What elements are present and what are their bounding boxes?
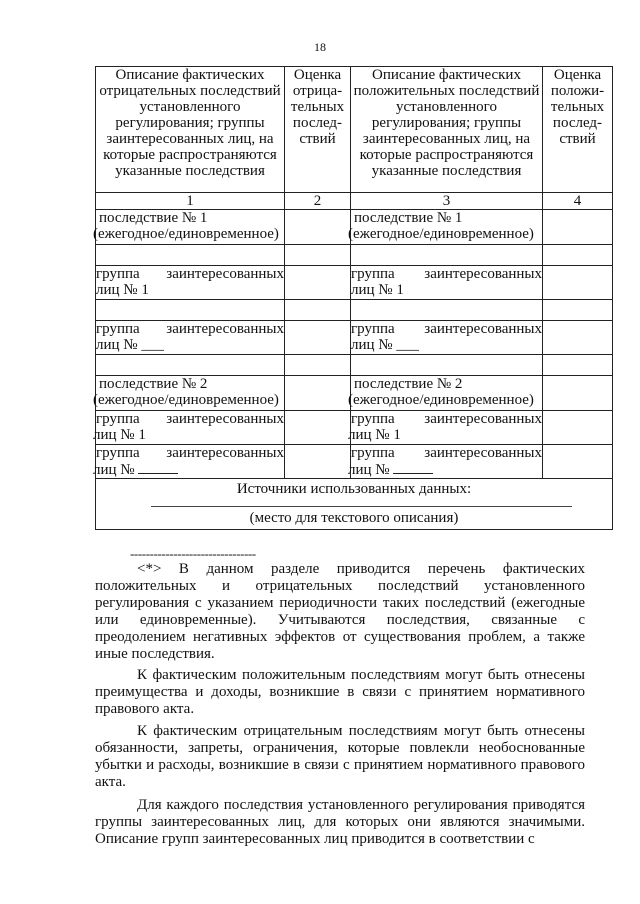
footnote-paragraph: <*> В данном разделе приводится перечень фактических положительных и отрицательных последствий установленного регулирования с указанием периодичности таких последствий (ежегодные или единовременные). Учитываются последствия, связанные с преодолением негативных эффектов от существования проблем, а также иные последствия. (95, 561, 585, 662)
consequence-type: (ежегодное/единовременное) (93, 226, 279, 242)
table-header-row (96, 67, 613, 193)
consequence-title: последствие № 2 (354, 376, 463, 392)
sources-row (96, 479, 613, 530)
column-number: 4 (543, 193, 613, 210)
consequence-cell (93, 376, 285, 411)
consequence-title: последствие № 1 (99, 210, 208, 226)
group-cell: группа заинтересованных лиц № 1 (96, 266, 284, 298)
table-row (96, 376, 613, 411)
spacer-row (96, 245, 613, 266)
text-line (151, 506, 572, 507)
consequences-table (95, 66, 613, 530)
group-cell: группа заинтересованных лиц № 1 (93, 411, 284, 443)
group-cell: группа заинтересованных лиц № (93, 445, 284, 478)
header-positive-description: Описание фактических положительных последствий установленного регулирования; группы заинтересованных лиц, на которые распространяются указанные последствия (351, 67, 543, 193)
sources-caption: (место для текстового описания) (249, 510, 459, 526)
consequence-type: (ежегодное/единовременное) (93, 392, 279, 408)
consequence-cell (348, 210, 543, 245)
spacer-row (96, 355, 613, 376)
paragraph: Для каждого последствия установленного регулирования приводятся группы заинтересованных лиц, для которых они являются значимыми. Описание групп заинтересованных лиц приводится в соответствии с (95, 797, 585, 847)
paragraph: К фактическим отрицательным последствиям могут быть отнесены обязанности, запреты, ограничения, которые повлекли необоснованные убытки и расходы, возникшие в связи с принятием нормативного правового акта. (95, 723, 585, 790)
paragraph: К фактическим положительным последствиям могут быть отнесены преимущества и доходы, возникшие в связи с принятием нормативного правового акта. (95, 667, 585, 717)
column-number: 3 (351, 193, 543, 210)
column-number: 2 (285, 193, 351, 210)
table-row (96, 266, 613, 300)
spacer-row (96, 300, 613, 321)
sources-cell (96, 479, 613, 530)
consequence-cell (93, 210, 285, 245)
column-number-row (96, 193, 613, 210)
table-row (96, 411, 613, 445)
consequence-type: (ежегодное/единовременное) (348, 226, 534, 242)
footnote-separator: -------------------------------- (130, 546, 256, 561)
header-negative-assessment: Оценка отрица-тельных послед-ствий (285, 67, 351, 193)
consequence-title: последствие № 2 (99, 376, 208, 392)
header-positive-assessment: Оценка положи-тельных послед-ствий (543, 67, 613, 193)
consequence-type: (ежегодное/единовременное) (348, 392, 534, 408)
empty-cell (285, 210, 351, 245)
table-row (96, 210, 613, 245)
group-cell: группа заинтересованных лиц № (348, 445, 542, 478)
group-cell: группа заинтересованных лиц № 1 (348, 411, 542, 443)
group-cell: группа заинтересованных лиц № ___ (351, 321, 542, 353)
sources-title: Источники использованных данных: (236, 481, 472, 497)
page-number: 18 (314, 40, 326, 54)
table-row (96, 445, 613, 479)
empty-cell (543, 210, 613, 245)
group-cell: группа заинтересованных лиц № 1 (351, 266, 542, 298)
consequence-title: последствие № 1 (354, 210, 463, 226)
consequence-cell (348, 376, 543, 411)
group-cell: группа заинтересованных лиц № ___ (96, 321, 284, 353)
table-row (96, 321, 613, 355)
column-number: 1 (96, 193, 285, 210)
header-negative-description: Описание фактических отрицательных последствий установленного регулирования; группы заинтересованных лиц, на которые распространяются указанные последствия (96, 67, 285, 193)
